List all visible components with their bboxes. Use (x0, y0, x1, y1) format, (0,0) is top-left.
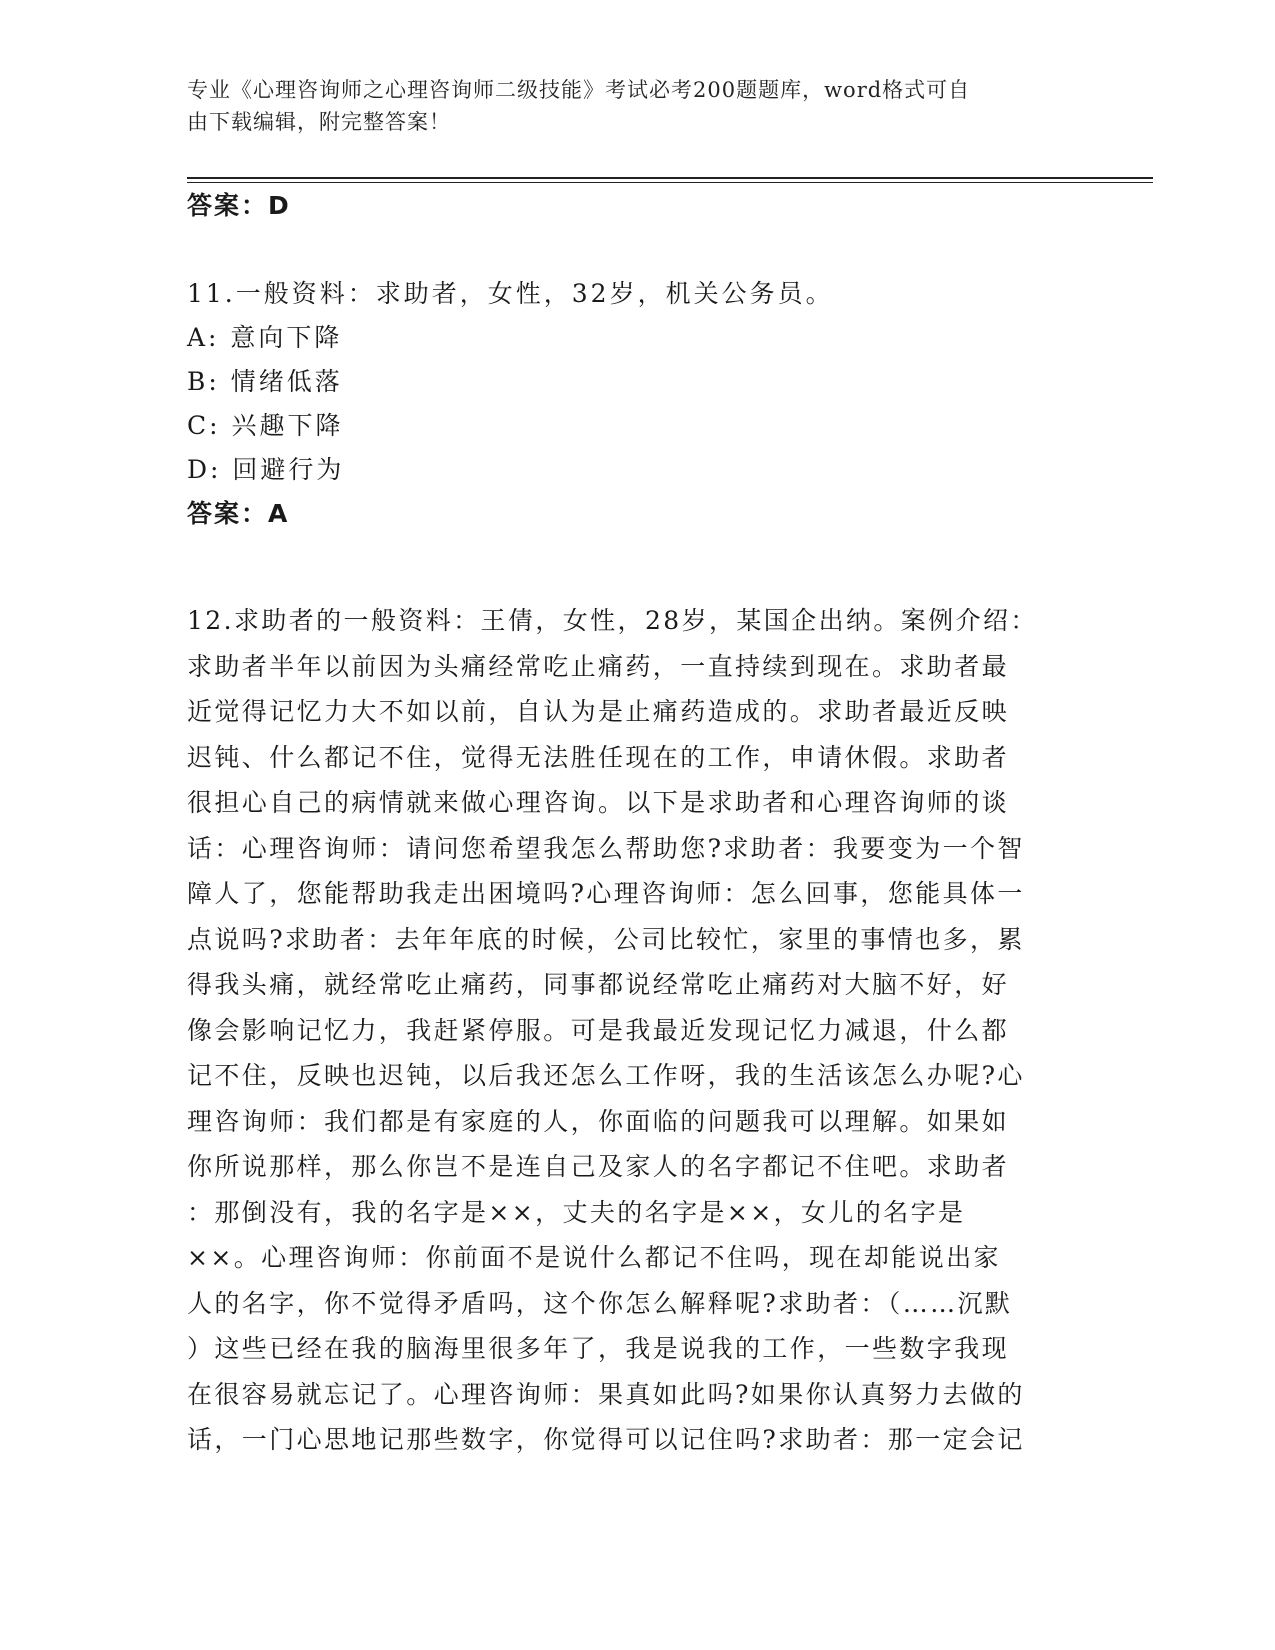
q12-line: 人的名字，你不觉得矛盾吗，这个你怎么解释呢?求助者：（……沉默 (187, 1288, 1013, 1318)
q12-line: 12.求助者的一般资料：王倩，女性，28岁，某国企出纳。案例介绍： (187, 606, 1038, 635)
q12-line: 记不住，反映也迟钝，以后我还怎么工作呀，我的生活该怎么办呢?心 (187, 1061, 1025, 1090)
q12-line: 近觉得记忆力大不如以前，自认为是止痛药造成的。求助者最近反映 (187, 697, 1010, 726)
header-divider-thick (187, 177, 1153, 179)
previous-answer: 答案：D (187, 191, 291, 220)
q12-line: 求助者半年以前因为头痛经常吃止痛药，一直持续到现在。求助者最 (187, 651, 1010, 681)
q11-option-b: B: 情绪低落 (187, 367, 343, 396)
q12-line: ：那倒没有，我的名字是××，丈夫的名字是××，女儿的名字是 (187, 1197, 966, 1227)
q12-line: 话，一门心思地记那些数字，你觉得可以记住吗?求助者：那一定会记 (187, 1425, 1025, 1454)
q12-line: 像会影响记忆力，我赶紧停服。可是我最近发现记忆力减退，什么都 (187, 1015, 1010, 1045)
header-line-2: 由下载编辑，附完整答案！ (187, 110, 451, 134)
q12-line: 迟钝、什么都记不住，觉得无法胜任现在的工作，申请休假。求助者 (187, 742, 1010, 772)
q12-body (187, 598, 1067, 1463)
q12-line: 在很容易就忘记了。心理咨询师：果真如此吗?如果你认真努力去做的 (187, 1379, 1025, 1409)
q12-line: 话：心理咨询师：请问您希望我怎么帮助您?求助者：我要变为一个智 (187, 833, 1025, 863)
q12-line: 很担心自己的病情就来做心理咨询。以下是求助者和心理咨询师的谈 (187, 788, 1010, 817)
q12-line: ）这些已经在我的脑海里很多年了，我是说我的工作，一些数字我现 (187, 1334, 1010, 1363)
q12-line: 你所说那样，那么你岂不是连自己及家人的名字都记不住吧。求助者 (187, 1152, 1010, 1181)
q11-option-d: D: 回避行为 (187, 455, 345, 484)
page-header (187, 74, 1067, 138)
q12-line: 得我头痛，就经常吃止痛药，同事都说经常吃止痛药对大脑不好，好 (187, 970, 1010, 999)
header-divider-thin (187, 182, 1153, 183)
q11-stem: 11.一般资料：求助者，女性，32岁，机关公务员。 (187, 279, 834, 308)
q12-line: 点说吗?求助者：去年年底的时候，公司比较忙，家里的事情也多，累 (187, 924, 1025, 954)
q11-answer: 答案：A (187, 499, 290, 528)
q12-line: 障人了，您能帮助我走出困境吗?心理咨询师：怎么回事，您能具体一 (187, 879, 1025, 908)
header-line-1: 专业《心理咨询师之心理咨询师二级技能》考试必考200题题库，word格式可自 (187, 78, 971, 102)
q11-option-c: C: 兴趣下降 (187, 411, 344, 440)
q12-line: 理咨询师：我们都是有家庭的人，你面临的问题我可以理解。如果如 (187, 1106, 1010, 1136)
q12-line: ××。心理咨询师：你前面不是说什么都记不住吗，现在却能说出家 (187, 1243, 1001, 1272)
q11-option-a: A: 意向下降 (187, 323, 343, 352)
